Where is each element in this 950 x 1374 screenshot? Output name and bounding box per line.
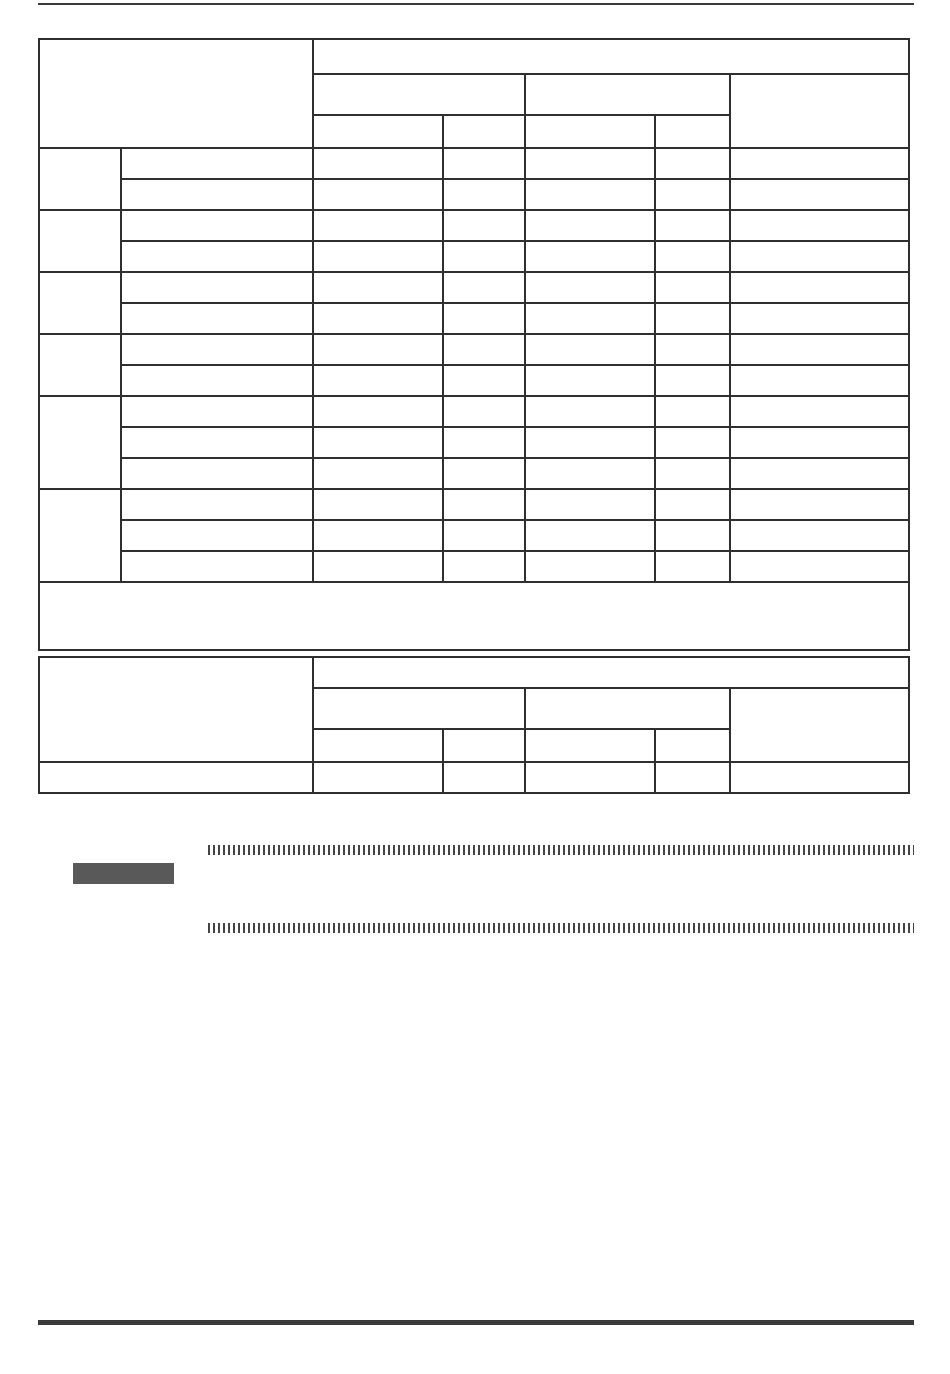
table-cell xyxy=(730,458,909,489)
table-cell xyxy=(313,210,443,241)
table-cell xyxy=(730,303,909,334)
header-corner-cell xyxy=(39,39,313,148)
table-cell xyxy=(730,520,909,551)
header-subcolumn xyxy=(655,115,730,148)
row-group-label xyxy=(39,489,121,582)
header-subgroup-b xyxy=(525,74,730,115)
table-cell xyxy=(121,396,313,427)
header-subcolumn xyxy=(443,729,525,762)
table-cell xyxy=(730,489,909,520)
table-cell xyxy=(313,179,443,210)
table-cell xyxy=(443,241,525,272)
table-cell xyxy=(730,427,909,458)
table-cell xyxy=(525,427,655,458)
table-cell xyxy=(443,272,525,303)
table-cell xyxy=(730,762,909,793)
table-row xyxy=(39,396,909,427)
row-group-label xyxy=(39,396,121,489)
table-cell xyxy=(525,179,655,210)
secondary-data-table xyxy=(38,656,910,794)
table-row xyxy=(39,762,909,793)
table-cell xyxy=(313,334,443,365)
table-row xyxy=(39,39,909,74)
header-group-title xyxy=(313,39,909,74)
table-cell xyxy=(313,520,443,551)
table-cell xyxy=(121,179,313,210)
table-cell xyxy=(730,272,909,303)
table-cell xyxy=(443,551,525,582)
header-subcolumn xyxy=(443,115,525,148)
table-cell xyxy=(730,210,909,241)
table-cell xyxy=(121,210,313,241)
table-cell xyxy=(313,365,443,396)
table-cell xyxy=(313,489,443,520)
header-subcolumn xyxy=(525,115,655,148)
header-subcolumn xyxy=(313,115,443,148)
table-row xyxy=(39,657,909,688)
table-cell xyxy=(313,148,443,179)
table-cell xyxy=(730,241,909,272)
row-group-label xyxy=(39,148,121,210)
table-cell xyxy=(655,334,730,365)
table-cell xyxy=(525,520,655,551)
table-cell xyxy=(313,427,443,458)
table-cell xyxy=(525,303,655,334)
header-group-title xyxy=(313,657,909,688)
header-subcolumn xyxy=(655,729,730,762)
header-subcolumn xyxy=(525,729,655,762)
table-cell xyxy=(443,303,525,334)
table-cell xyxy=(121,551,313,582)
table-cell xyxy=(525,334,655,365)
table-cell xyxy=(121,272,313,303)
header-corner-cell xyxy=(39,657,313,762)
header-subgroup-a xyxy=(313,74,525,115)
table-cell xyxy=(39,762,313,793)
table-cell xyxy=(655,427,730,458)
table-cell xyxy=(730,179,909,210)
table-cell xyxy=(121,334,313,365)
table-cell xyxy=(443,210,525,241)
table-row xyxy=(39,179,909,210)
table-cell xyxy=(655,365,730,396)
table-cell xyxy=(313,458,443,489)
table-cell xyxy=(443,365,525,396)
table-cell xyxy=(121,458,313,489)
table-cell xyxy=(443,458,525,489)
table-cell xyxy=(525,272,655,303)
table-cell xyxy=(443,148,525,179)
table-cell xyxy=(730,148,909,179)
header-subgroup-b xyxy=(525,688,730,729)
table-cell xyxy=(730,396,909,427)
table-cell xyxy=(730,334,909,365)
table-row xyxy=(39,365,909,396)
table-row xyxy=(39,272,909,303)
header-subgroup-c xyxy=(730,74,909,148)
table-cell xyxy=(443,489,525,520)
table-cell xyxy=(443,334,525,365)
table-cell xyxy=(313,396,443,427)
table-cell xyxy=(730,551,909,582)
table-cell xyxy=(525,489,655,520)
table-cell xyxy=(313,762,443,793)
table-cell xyxy=(655,551,730,582)
table-cell xyxy=(655,179,730,210)
table-cell xyxy=(443,427,525,458)
table-row xyxy=(39,303,909,334)
table-row xyxy=(39,458,909,489)
table-cell xyxy=(525,365,655,396)
table-cell xyxy=(121,241,313,272)
table-cell xyxy=(655,210,730,241)
redacted-text-line-2 xyxy=(208,923,914,933)
table-cell xyxy=(655,489,730,520)
table-cell xyxy=(525,762,655,793)
table-row xyxy=(39,148,909,179)
table-cell xyxy=(121,303,313,334)
table-cell xyxy=(655,148,730,179)
table-cell xyxy=(525,458,655,489)
table-cell xyxy=(525,396,655,427)
table-cell xyxy=(525,551,655,582)
table-cell xyxy=(443,179,525,210)
main-data-table xyxy=(38,38,910,651)
table-cell xyxy=(443,762,525,793)
table-cell xyxy=(655,762,730,793)
table-note xyxy=(39,582,909,650)
table-cell xyxy=(121,520,313,551)
table-cell xyxy=(525,148,655,179)
table-row xyxy=(39,551,909,582)
table-cell xyxy=(313,241,443,272)
table-row xyxy=(39,334,909,365)
table-cell xyxy=(655,396,730,427)
table-row xyxy=(39,582,909,650)
table-row xyxy=(39,427,909,458)
bottom-rule xyxy=(38,1320,914,1325)
table-cell xyxy=(655,458,730,489)
table-cell xyxy=(525,210,655,241)
row-group-label xyxy=(39,210,121,272)
table-cell xyxy=(121,489,313,520)
table-cell xyxy=(655,520,730,551)
table-cell xyxy=(525,241,655,272)
table-cell xyxy=(121,148,313,179)
header-subgroup-a xyxy=(313,688,525,729)
top-rule xyxy=(38,3,914,5)
table-cell xyxy=(313,551,443,582)
row-group-label xyxy=(39,334,121,396)
redacted-text-line-1 xyxy=(208,845,914,855)
table-cell xyxy=(121,365,313,396)
table-row xyxy=(39,520,909,551)
header-subcolumn xyxy=(313,729,443,762)
table-cell xyxy=(313,303,443,334)
header-subgroup-c xyxy=(730,688,909,762)
table-row xyxy=(39,210,909,241)
table-row xyxy=(39,241,909,272)
table-cell xyxy=(121,427,313,458)
table-cell xyxy=(443,520,525,551)
row-group-label xyxy=(39,272,121,334)
table-cell xyxy=(655,272,730,303)
table-cell xyxy=(655,241,730,272)
table-cell xyxy=(443,396,525,427)
table-row xyxy=(39,489,909,520)
table-cell xyxy=(655,303,730,334)
section-tag xyxy=(73,863,174,884)
table-cell xyxy=(313,272,443,303)
table-cell xyxy=(730,365,909,396)
